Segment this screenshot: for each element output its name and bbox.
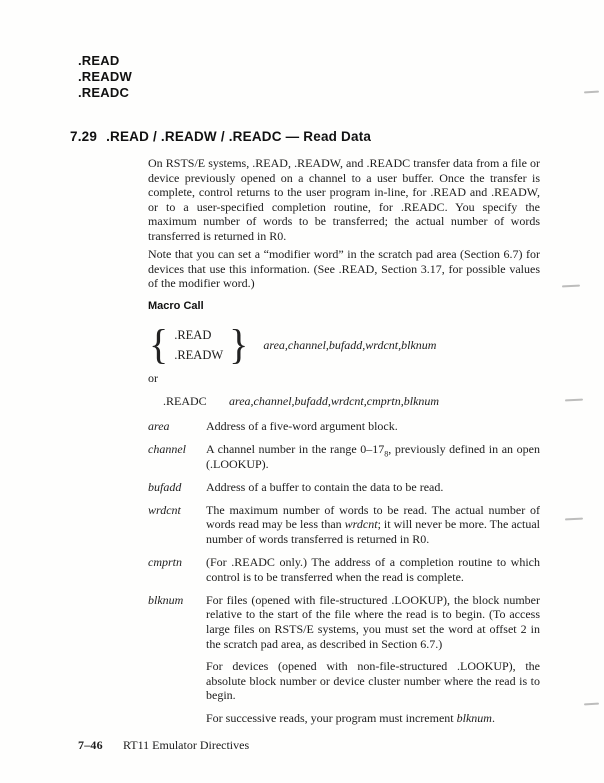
parameter-name: area [148, 419, 170, 433]
page-footer [78, 738, 249, 753]
footer-book-title: RT11 Emulator Directives [123, 738, 250, 752]
left-brace: { [149, 320, 169, 369]
parameter-definition [206, 480, 540, 495]
change-bar-mark [565, 399, 583, 402]
parameter-definition [206, 555, 540, 584]
change-bar-mark [565, 518, 583, 521]
change-bar-mark [584, 703, 599, 706]
change-bar-mark [584, 91, 599, 94]
parameter-name: cmprtn [148, 555, 182, 570]
mnemonic-stack [168, 325, 229, 365]
change-bar-mark [562, 285, 580, 288]
definition-paragraph: A channel number in the range $0-17_8$, previously defined in an open (.LOOKUP). [206, 442, 540, 471]
definition-paragraph: For successive reads, your program must increment blknum. [206, 711, 495, 725]
definition-paragraph: Address of a five-word argument block. [206, 419, 398, 433]
macro-args: area,channel,bufadd,wrdcnt,cmprtn,blknum [229, 394, 440, 408]
mnemonic-readw: .READW [174, 348, 224, 362]
definition-paragraph: For files (opened with file-structured .LOOKUP), the block number relative to the start of the file where the read is to begin. (To access large files on RSTS/E systems, you must set the word at offset 2 in the scratch pad area, as described in Section 6.7.) [206, 592, 540, 651]
parameter-row [148, 503, 540, 547]
definition-paragraph: The maximum number of words to be read. The actual number of words read may be less than wrdcnt; it will never be more. The actual number of words transferred is returned in R0. [206, 502, 540, 547]
parameter-row [148, 419, 540, 434]
command-item: .READC [78, 85, 130, 100]
footer-page-number: 7–46 [78, 738, 103, 752]
parameter-definition [206, 419, 540, 434]
macro-form-readc [163, 394, 439, 409]
section-title: .READ / .READW / .READC — Read Data [106, 129, 372, 144]
mnemonic-readc: .READC [163, 394, 207, 408]
macro-form-read-readw [149, 320, 437, 369]
definition-paragraph: (For .READC only.) The address of a completion routine to which control is to be transferred when the read is complete. [206, 555, 540, 584]
section-number: 7.29 [70, 129, 98, 144]
parameter-row [148, 442, 540, 471]
parameter-row [148, 593, 540, 726]
parameter-definition [206, 593, 540, 726]
parameter-definition [206, 503, 540, 547]
definition-paragraph: Address of a buffer to contain the data to be read. [206, 479, 444, 494]
parameter-row [148, 480, 540, 495]
macro-call-label: Macro Call [148, 300, 204, 312]
section-heading [70, 129, 371, 144]
parameter-name: wrdcnt [148, 502, 181, 517]
parameter-name: bufadd [148, 479, 182, 494]
right-brace: } [229, 320, 249, 369]
parameter-list [148, 419, 540, 734]
definition-paragraph: For devices (opened with non-file-structured .LOOKUP), the absolute block number or device cluster number where the read is to begin. [206, 659, 540, 703]
command-list [78, 53, 132, 101]
command-item: .READ [78, 53, 120, 68]
macro-args: area,channel,bufadd,wrdcnt,blknum [263, 337, 437, 352]
mnemonic-read: .READ [174, 328, 212, 342]
parameter-name: blknum [148, 592, 184, 607]
command-item: .READW [78, 69, 132, 84]
intro-paragraph: Note that you can set a “modifier word” in the scratch pad area (Section 6.7) for devices that use this information. (See .READ, Section 3.17, for possible values of the modifier word.) [148, 247, 540, 291]
intro-paragraph: On RSTS/E systems, .READ, .READW, and .READC transfer data from a file or device previously opened on a channel to a user buffer. Once the transfer is complete, control returns to the user program in-line, for .READ and .READW, or to a user-specified completion routine, for .READC. You specify the maximum number of words to be transferred; the actual number of words transferred is returned in R0. [148, 156, 540, 243]
parameter-definition [206, 442, 540, 471]
conjunction-or: or [148, 371, 158, 385]
parameter-row [148, 555, 540, 584]
parameter-name: channel [148, 442, 186, 457]
